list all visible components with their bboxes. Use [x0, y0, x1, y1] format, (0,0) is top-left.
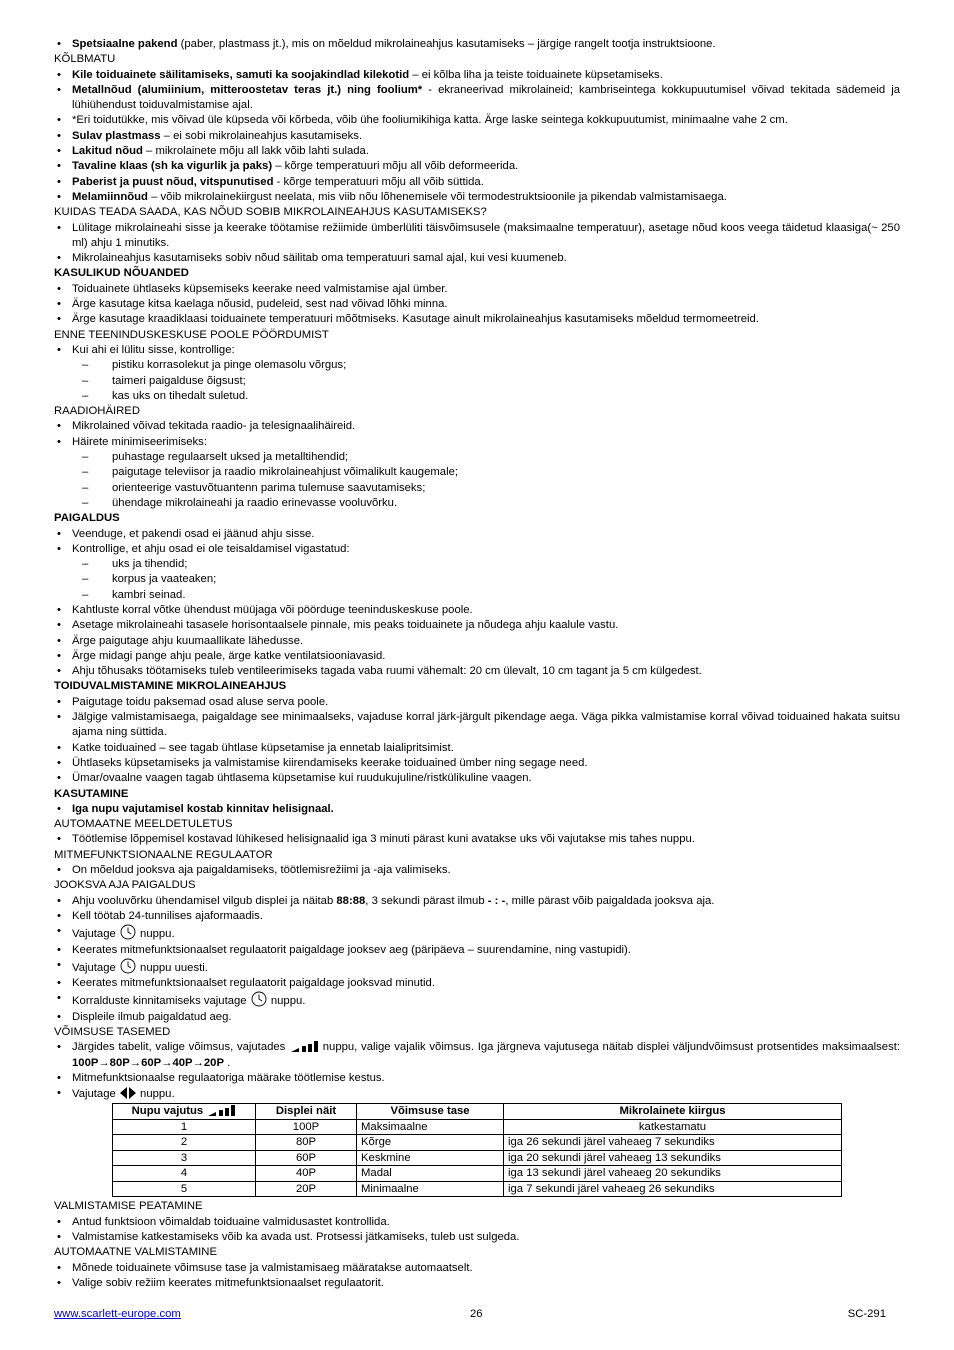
header-label: Võimsuse tase [390, 1105, 470, 1118]
text: Kell töötab 24-tunnilises ajaformaadis. [72, 909, 263, 922]
text: Kontrollige, et ahju osad ei ole teisaldamisel vigastatud: [72, 542, 350, 555]
header-label: Displei näit [275, 1105, 337, 1118]
section-heading [54, 787, 900, 802]
text: Antud funktsioon võimaldab toiduaine valmidusastet kontrollida. [72, 1215, 390, 1228]
text: , 3 sekundi pärast ilmub [365, 894, 488, 907]
list-item [54, 976, 900, 991]
text: Keerates mitmefunktsionaalset regulaatorit paigaldage jooksev aeg (päripäeva – suurendamine, ning vastupidi). [72, 943, 631, 956]
text: VALMISTAMISE PEATAMINE [54, 1200, 203, 1213]
text: nuppu. [267, 995, 306, 1008]
section-heading [54, 679, 900, 694]
list-item [54, 190, 900, 205]
power-levels-table [112, 1103, 842, 1197]
text: AUTOMAATNE VALMISTAMINE [54, 1246, 217, 1259]
list-item [54, 1040, 900, 1071]
table-cell: 40P [256, 1166, 357, 1182]
table-cell: 3 [113, 1150, 256, 1166]
clock-icon [250, 995, 268, 1007]
text: orienteerige vastuvõtuantenn parima tulemuse saavutamiseks; [112, 481, 426, 494]
list-item [54, 756, 900, 771]
document-body [54, 37, 900, 1291]
text: Asetage mikrolaineahi tasasele horisontaalsele pinnale, mis peaks toiduainete ja nõudega ahju kaalule vastu. [72, 619, 619, 632]
text: KÕLBMATU [54, 53, 116, 66]
text: KUIDAS TEADA SAADA, KAS NÕUD SOBIB MIKROLAINEAHJUS KASUTAMISEKS? [54, 206, 487, 219]
text: – võib mikrolainekiirgust neelata, mis viib nõu lõhenemisele või termodestruktsioonile ja pikendab valmistamisaega. [147, 190, 727, 203]
bold-text: KASULIKUD NÕUANDED [54, 267, 189, 280]
table-row [113, 1181, 842, 1197]
text: uks ja tihendid; [112, 558, 188, 571]
section-heading [54, 1025, 900, 1040]
sub-list-item [54, 588, 900, 603]
text: Lülitage mikrolaineahi sisse ja keerake töötamise režiimide ümberlüliti täisvõimsusele (maksimaalne temperatuur), asetage nõud koos veega täidetud klaasiga(~ 250 ml) ahju 1 minutiks. [72, 221, 900, 249]
list-item [54, 435, 900, 450]
list-item [54, 1086, 900, 1102]
table-row [113, 1119, 842, 1135]
table-header-cell [113, 1104, 256, 1120]
section-heading [54, 1245, 900, 1260]
sub-list-item [54, 450, 900, 465]
text: kas uks on tihedalt suletud. [112, 389, 249, 402]
text: - kõrge temperatuuri mõju all võib süttida. [273, 175, 484, 188]
text: Mitmefunktsionaalse regulaatoriga määrake töötlemise kestus. [72, 1071, 385, 1084]
list-item [54, 1230, 900, 1245]
text: Kahtluste korral võtke ühendust müüjaga või pöörduge teeninduskeskuse poole. [72, 603, 473, 616]
text: Ärge midagi pange ahju peale, ärge katke ventilatsiooniavasid. [72, 649, 386, 662]
list-item [54, 991, 900, 1009]
text: Ärge paigutage ahju kuumaallikate lähedusse. [72, 634, 304, 647]
list-item [54, 909, 900, 924]
list-item [54, 649, 900, 664]
text: Korralduste kinnitamiseks vajutage [72, 995, 250, 1008]
table-cell: 80P [256, 1135, 357, 1151]
text: Ühtlaseks küpsetamiseks ja valmistamise kiirendamiseks keerake toiduained ümber ning segage need. [72, 756, 588, 769]
text: Mikrolaineahjus kasutamiseks sobiv nõud säilitab oma temperatuuri samal ajal, kui vesi kuumeneb. [72, 252, 567, 265]
clock-icon [119, 928, 137, 940]
text: pistiku korrasolekut ja pinge olemasolu võrgus; [112, 359, 347, 372]
list-item [54, 1215, 900, 1230]
text: Ärge kasutage kitsa kaelaga nõusid, pudeleid, sest nad võivad lõhki minna. [72, 298, 448, 311]
text: Veenduge, et pakendi osad ei jäänud ahju sisse. [72, 527, 315, 540]
bold-text: Sulav plastmass [72, 129, 161, 142]
bold-text: KASUTAMINE [54, 787, 129, 800]
bold-text: TOIDUVALMISTAMINE MIKROLAINEAHJUS [54, 680, 287, 693]
text: – kõrge temperatuuri mõju all võib deformeerida. [272, 160, 519, 173]
list-item [54, 251, 900, 266]
sub-list-item [54, 358, 900, 373]
text: . [223, 1056, 231, 1069]
section-heading [54, 328, 900, 343]
list-item [54, 68, 900, 83]
table-cell: katkestamatu [504, 1119, 842, 1135]
page-number: 26 [470, 1308, 483, 1320]
text: Vajutage [72, 1088, 119, 1101]
text: RAADIOHÄIRED [54, 405, 140, 418]
sub-list-item [54, 389, 900, 404]
table-row [113, 1150, 842, 1166]
text: – ei kõlba liha ja teiste toiduainete küpsetamiseks. [409, 68, 663, 81]
table-cell: 100P [256, 1119, 357, 1135]
list-item [54, 1010, 900, 1025]
text: Jälgige valmistamisaega, paigaldage see minimaalseks, vajaduse korral järk-järgult pikendage aega. Väga pikka valmistamise korral võivad toiduained hakata suitsu ajama ning süttida. [72, 711, 900, 739]
sub-list-item [54, 374, 900, 389]
sub-list-item [54, 465, 900, 480]
text: (paber, plastmass jt.), mis on mõeldud mikrolaineahjus kasutamiseks – järgige rangelt tootja instruktsioone. [177, 38, 716, 50]
text: nuppu uuesti. [136, 961, 208, 974]
table-header-cell [256, 1104, 357, 1120]
left-right-arrows-icon [119, 1088, 137, 1100]
list-item [54, 83, 900, 114]
text: Toiduainete ühtlaseks küpsemiseks keerake need valmistamise ajal ümber. [72, 282, 448, 295]
list-item [54, 144, 900, 159]
text: JOOKSVA AJA PAIGALDUS [54, 879, 196, 892]
text: paigutage televiisor ja raadio mikrolaineahjust võimalikult kaugemale; [112, 466, 458, 479]
bold-text: - : - [487, 894, 506, 907]
list-item [54, 175, 900, 190]
section-heading [54, 205, 900, 220]
sub-list-item [54, 481, 900, 496]
text: Häirete minimiseerimiseks: [72, 435, 207, 448]
text: Töötlemise lõppemisel kostavad lühikesed helisignaalid iga 3 minuti pärast kuni avatakse uks või vajutakse mis tahes nuppu. [72, 833, 695, 846]
table-cell: iga 13 sekundi järel vaheaeg 20 sekundiks [504, 1166, 842, 1182]
bold-text: Spetsiaalne pakend [72, 38, 178, 50]
text: *Eri toidutükke, mis võivad üle küpseda või kõrbeda, võib ühe fooliumikihiga katta. Ärge laske seintega kokkupuutumist, minimaalne vahe 2 cm. [72, 114, 788, 127]
list-item [54, 129, 900, 144]
list-item [54, 1261, 900, 1276]
text: – mikrolainete mõju all lakk võib lahti sulada. [142, 145, 369, 158]
list-item [54, 924, 900, 942]
website-link[interactable]: www.scarlett-europe.com [54, 1308, 181, 1320]
text: AUTOMAATNE MEELDETULETUS [54, 818, 233, 831]
list-item [54, 603, 900, 618]
text: – ei sobi mikrolaineahjus kasutamiseks. [160, 129, 363, 142]
text: Ahju tõhusaks töötamiseks tuleb ventileerimiseks tagada vaba ruumi vähemalt: 20 cm ülevalt, 10 cm tagant ja 5 cm külgedest. [72, 665, 702, 678]
table-cell: 2 [113, 1135, 256, 1151]
bold-text: Paberist ja puust nõud, vitspunutised [72, 175, 274, 188]
table-cell: iga 20 sekundi järel vaheaeg 13 sekundiks [504, 1150, 842, 1166]
text: Ärge kasutage kraadiklaasi toiduainete temperatuuri mõõtmiseks. Kasutage ainult mikrolaineahjus kasutamiseks mõeldud termomeetreid. [72, 313, 759, 326]
text: taimeri paigalduse õigsust; [112, 374, 246, 387]
list-item [54, 37, 900, 52]
text: MITMEFUNKTSIONAALNE REGULAATOR [54, 848, 273, 861]
table-row [113, 1135, 842, 1151]
list-item [54, 741, 900, 756]
table-cell: iga 26 sekundi järel vaheaeg 7 sekundiks [504, 1135, 842, 1151]
clock-icon [119, 962, 137, 974]
text: Vajutage [72, 928, 119, 941]
table-cell: Madal [357, 1166, 504, 1182]
section-heading [54, 848, 900, 863]
bold-text: Lakitud nõud [72, 145, 143, 158]
table-cell: 60P [256, 1150, 357, 1166]
table-cell: Minimaalne [357, 1181, 504, 1197]
power-bars-icon [206, 1105, 236, 1117]
list-item [54, 419, 900, 434]
sub-list-item [54, 572, 900, 587]
power-bars-icon [289, 1041, 319, 1053]
text: nuppu, valige vajalik võimsus. Iga järgneva vajutusega näitab displei väljundvõimsust protsentides maksimaalsest: [319, 1041, 900, 1054]
table-cell: Keskmine [357, 1150, 504, 1166]
text: On mõeldud jooksva aja paigaldamiseks, töötlemisrežiimi ja -aja valimiseks. [72, 864, 451, 877]
bold-text: 100P→80P→60P→40P→20P [72, 1056, 224, 1069]
table-cell: 20P [256, 1181, 357, 1197]
text: - ekraneerivad mikrolaineid; kambriseintega kokkupuutumisel võivad tekitada sädemeid ja lühiühendust toiduvalmistamise ajal. [72, 83, 900, 112]
table-cell: 4 [113, 1166, 256, 1182]
list-item [54, 958, 900, 976]
bold-text: Metallnõud (alumiinium, mitteroostetav teras jt.) ning foolium* [72, 83, 423, 96]
list-item [54, 542, 900, 557]
list-item [54, 664, 900, 679]
list-item [54, 527, 900, 542]
list-item [54, 1276, 900, 1291]
table-cell: 1 [113, 1119, 256, 1135]
model-number: SC-291 [847, 1308, 886, 1320]
list-item [54, 297, 900, 312]
text: Katke toiduained – see tagab ühtlase küpsetamise ja ennetab laialipritsimist. [72, 741, 454, 754]
list-item [54, 863, 900, 878]
table-cell: 5 [113, 1181, 256, 1197]
list-item [54, 695, 900, 710]
text: Järgides tabelit, valige võimsus, vajutades [72, 1041, 290, 1054]
header-label: Mikrolainete kiirgus [619, 1105, 726, 1118]
table-header-row [113, 1104, 842, 1120]
list-item [54, 634, 900, 649]
text: Vajutage [72, 961, 119, 974]
table-cell: Kõrge [357, 1135, 504, 1151]
list-item [54, 282, 900, 297]
table-header-cell [504, 1104, 842, 1120]
text: nuppu. [136, 928, 175, 941]
sub-list-item [54, 557, 900, 572]
bold-text: 88:88 [336, 894, 366, 907]
text: Keerates mitmefunktsionaalset regulaatorit paigaldage jooksvad minutid. [72, 977, 435, 990]
section-heading [54, 52, 900, 67]
section-heading [54, 878, 900, 893]
list-item [54, 618, 900, 633]
list-item [54, 771, 900, 786]
text: kambri seinad. [112, 588, 186, 601]
bold-text: Tavaline klaas (sh ka vigurlik ja paks) [72, 160, 273, 173]
list-item [54, 221, 900, 252]
text: Ahju vooluvõrku ühendamisel vilgub displei ja näitab [72, 894, 337, 907]
text: , mille pärast võib paigaldada jooksva aja. [505, 894, 715, 907]
section-heading [54, 817, 900, 832]
list-item [54, 1071, 900, 1086]
section-heading [54, 404, 900, 419]
sub-list-item [54, 496, 900, 511]
bold-text: Iga nupu vajutamisel kostab kinnitav helisignaal. [72, 802, 334, 815]
list-item [54, 943, 900, 958]
list-item [54, 343, 900, 358]
text: Kui ahi ei lülitu sisse, kontrollige: [72, 343, 235, 356]
list-item [54, 159, 900, 174]
table-row [113, 1166, 842, 1182]
text: nuppu. [136, 1088, 175, 1101]
list-item [54, 832, 900, 847]
section-heading [54, 511, 900, 526]
header-label: Nupu vajutus [131, 1105, 204, 1118]
table-cell: Maksimaalne [357, 1119, 504, 1135]
list-item [54, 802, 900, 817]
list-item [54, 710, 900, 741]
text: puhastage regulaarselt uksed ja metalltihendid; [112, 451, 349, 464]
bold-text: Kile toiduainete säilitamiseks, samuti ka soojakindlad kilekotid [72, 68, 410, 81]
section-heading [54, 266, 900, 281]
text: Mikrolained võivad tekitada raadio- ja telesignaalihäireid. [72, 420, 356, 433]
text: Valige sobiv režiim keerates mitmefunktsionaalset regulaatorit. [72, 1276, 384, 1289]
text: Ümar/ovaalne vaagen tagab ühtlasema küpsetamise kui ruudukujuline/ristkülikuline vaagen. [72, 772, 532, 785]
text: ühendage mikrolaineahi ja raadio erinevasse vooluvõrku. [112, 496, 398, 509]
text: VÕIMSUSE TASEMED [54, 1026, 171, 1038]
bold-text: PAIGALDUS [54, 512, 120, 525]
list-item [54, 312, 900, 327]
text: korpus ja vaateaken; [112, 573, 217, 586]
page-footer [54, 1308, 900, 1324]
text: Displeile ilmub paigaldatud aeg. [72, 1010, 232, 1023]
table-header-cell [357, 1104, 504, 1120]
table-cell: iga 7 sekundi järel vaheaeg 26 sekundiks [504, 1181, 842, 1197]
text: ENNE TEENINDUSKESKUSE POOLE PÖÖRDUMIST [54, 328, 329, 341]
text: Paigutage toidu paksemad osad aluse serva poole. [72, 695, 329, 708]
text: Mõnede toiduainete võimsuse tase ja valmistamisaeg määratakse automaatselt. [72, 1261, 473, 1274]
list-item [54, 113, 900, 128]
bold-text: Melamiinnõud [72, 190, 148, 203]
list-item [54, 894, 900, 909]
section-heading [54, 1199, 900, 1214]
text: Valmistamise katkestamiseks võib ka avada ust. Protsessi jätkamiseks, tuleb ust sulgeda. [72, 1231, 520, 1244]
